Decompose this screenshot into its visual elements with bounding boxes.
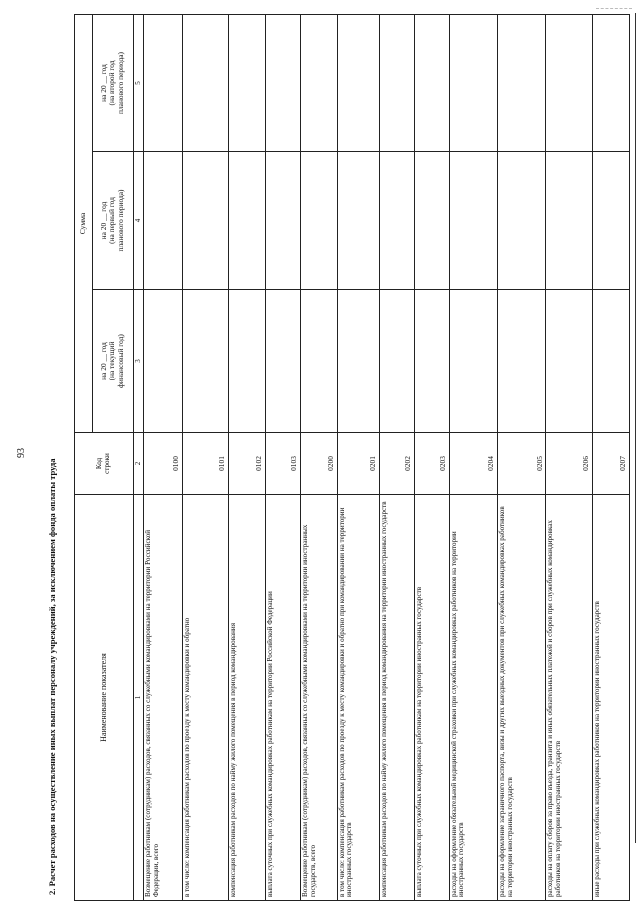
row-code: 0202 [379,433,414,495]
row-code: 0100 [143,433,182,495]
value-cell[interactable] [498,14,546,151]
column-number: 3 [133,290,143,433]
row-label: иные расходы при служебных командировках работников на территории иностранных государств [592,495,629,901]
row-code: 0204 [449,433,497,495]
row-code: 0206 [546,433,592,495]
value-cell[interactable] [143,290,182,433]
value-cell[interactable] [183,152,229,290]
row-code: 0102 [229,433,266,495]
current-year-line1: на 20 __ год [98,342,108,380]
value-cell[interactable] [592,14,629,151]
row-label: Возмещение работникам (сотрудникам) расходов, связанных со служебными командировками на территории иностранных государств, всего [301,495,337,901]
column-number: 5 [133,14,143,151]
value-cell[interactable] [414,290,449,433]
column-header-current-year [92,290,133,433]
row-label: расходы на оплату сборов за право въезда, транзита и иных обязательных платежей и сборов при служебных командировках работников на территории иностранных государств [546,495,592,901]
table-row [414,14,449,900]
row-label: в том числе: компенсация работникам расходов по проезду к месту командировки и обратно при командировании на территории иностранных государств [337,495,379,901]
column-number-row [133,14,143,900]
row-label: в том числе: компенсация работникам расходов по проезду к месту командировки и обратно [183,495,229,901]
column-header-first-plan-year [92,152,133,290]
table-row [301,14,337,900]
table-row [379,14,414,900]
table-row [592,14,629,900]
value-cell[interactable] [414,14,449,151]
row-label: выплата суточных при служебных командировках работникам на территории иностранных государств [414,495,449,901]
row-code: 0200 [301,433,337,495]
table-row [183,14,229,900]
row-label: выплата суточных при служебных командировках работникам на территории Российской Федерации [266,495,301,901]
page-number: 93 [16,448,27,458]
code-header-line1: Код [95,457,104,470]
value-cell[interactable] [337,290,379,433]
value-cell[interactable] [143,152,182,290]
row-label: расходы на оформление обязательной медицинской страховки при служебных командировках работников на территории иностранных государств [449,495,497,901]
value-cell[interactable] [449,14,497,151]
code-header-line2: строки [102,453,111,474]
expenses-table [74,14,630,901]
value-cell[interactable] [337,152,379,290]
value-cell[interactable] [229,14,266,151]
value-cell[interactable] [546,152,592,290]
first-plan-year-line1: на 20 __ год [98,201,108,240]
second-plan-year-line1: на 20 __ год [98,64,108,102]
value-cell[interactable] [379,290,414,433]
column-header-second-plan-year [92,14,133,151]
row-code: 0203 [414,433,449,495]
value-cell[interactable] [546,290,592,433]
value-cell[interactable] [498,152,546,290]
row-code: 0201 [337,433,379,495]
value-cell[interactable] [266,290,301,433]
value-cell[interactable] [183,14,229,151]
value-cell[interactable] [266,152,301,290]
column-header-name: Наименование показателя [75,495,134,901]
column-number: 2 [133,433,143,495]
value-cell[interactable] [301,290,337,433]
value-cell[interactable] [266,14,301,151]
first-plan-year-line2: (на первый год [107,197,117,244]
row-code: 0101 [183,433,229,495]
column-number: 1 [133,495,143,901]
value-cell[interactable] [143,14,182,151]
second-plan-year-line2: (на второй год [107,60,117,106]
value-cell[interactable] [414,152,449,290]
value-cell[interactable] [183,290,229,433]
value-cell[interactable] [229,290,266,433]
row-code: 0103 [266,433,301,495]
table-row [546,14,592,900]
value-cell[interactable] [301,14,337,151]
section-title: 2. Расчет расходов на осуществление иных выплат персоналу учреждений, за исключением фонда оплаты труда [47,458,57,895]
value-cell[interactable] [449,290,497,433]
table-row [266,14,301,900]
value-cell[interactable] [337,14,379,151]
column-header-code [75,433,134,495]
value-cell[interactable] [546,14,592,151]
current-year-line2: (на текущий [107,341,117,381]
current-year-line3: финансовый год) [115,334,125,388]
value-cell[interactable] [449,152,497,290]
value-cell[interactable] [592,290,629,433]
row-label: расходы на оформление заграничного паспорта, визы и других выездных документов при служебных командировках работников на территории иностранных государств [498,495,546,901]
table-row [229,14,266,900]
column-header-sum: Сумма [75,14,93,432]
table-top-rule [635,13,636,843]
first-plan-year-line3: планового периода) [115,189,125,252]
value-cell[interactable] [592,152,629,290]
value-cell[interactable] [379,14,414,151]
row-label: компенсация работникам расходов по найму жилого помещения в период командирования на территории иностранных государств [379,495,414,901]
row-label: компенсация работникам расходов по найму жилого помещения в период командирования [229,495,266,901]
table-row [143,14,182,900]
value-cell[interactable] [229,152,266,290]
table-row [498,14,546,900]
row-code: 0207 [592,433,629,495]
value-cell[interactable] [498,290,546,433]
table-row [449,14,497,900]
row-code: 0205 [498,433,546,495]
column-number: 4 [133,152,143,290]
second-plan-year-line3: планового периода) [115,52,125,114]
header-row-1 [75,14,93,900]
row-label: Возмещение работникам (сотрудникам) расходов, связанных со служебными командировками на территории Российской Федерации, всего [143,495,182,901]
table-row [337,14,379,900]
value-cell[interactable] [379,152,414,290]
value-cell[interactable] [301,152,337,290]
